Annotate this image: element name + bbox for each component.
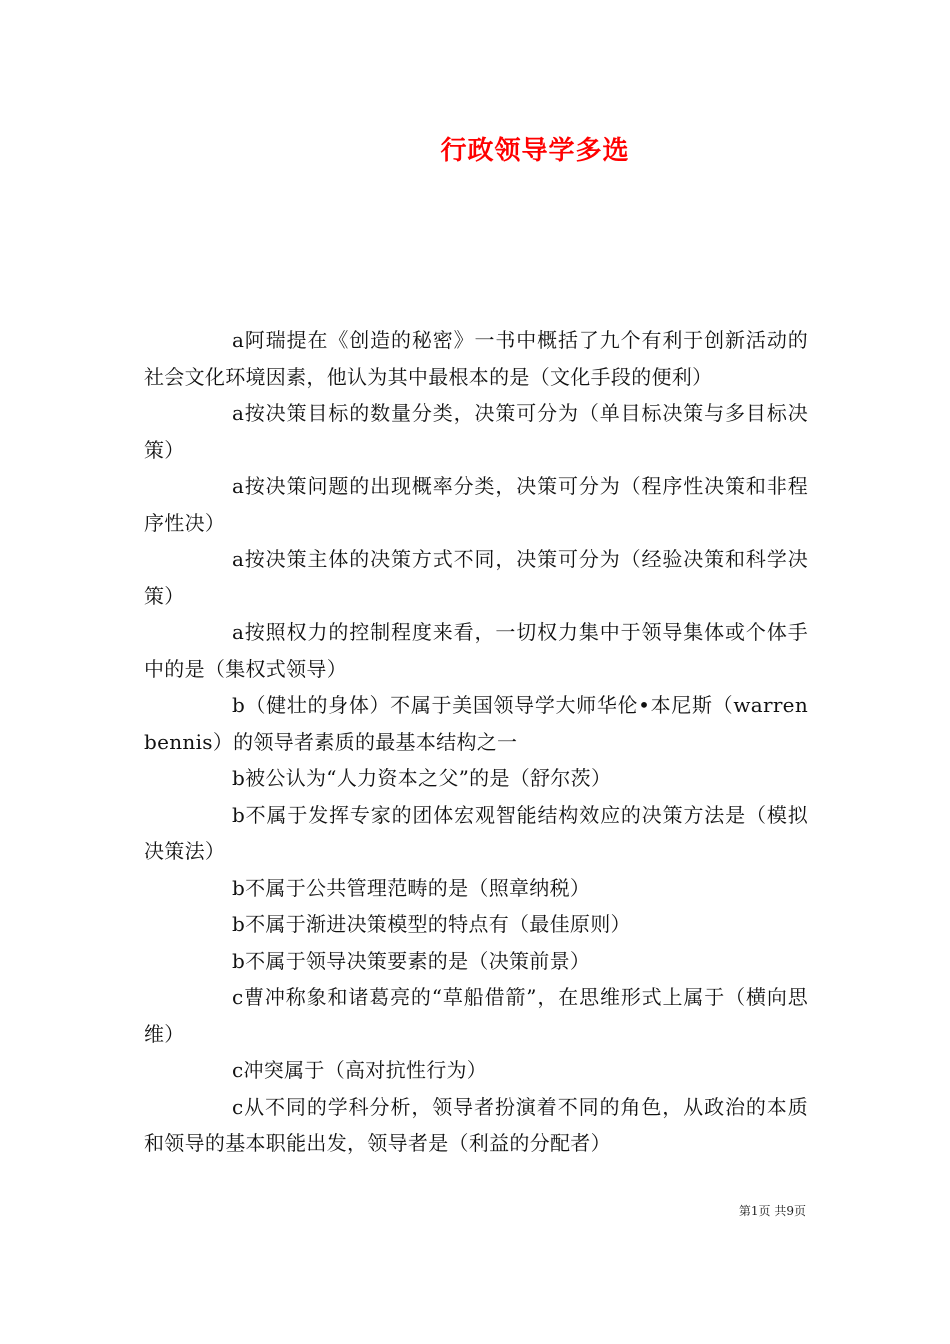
question-paragraph: c冲突属于（高对抗性行为） xyxy=(232,1058,488,1082)
question-paragraph: a按照权力的控制程度来看，一切权力集中于领导集体或个体手中的是（集权式领导） xyxy=(144,620,808,681)
question-paragraph: a按决策目标的数量分类，决策可分为（单目标决策与多目标决策） xyxy=(144,401,808,462)
question-paragraph: b被公认为“人力资本之父”的是（舒尔茨） xyxy=(232,766,612,790)
question-paragraph: b不属于发挥专家的团体宏观智能结构效应的决策方法是（模拟决策法） xyxy=(144,802,808,863)
question-paragraph: c曹冲称象和诸葛亮的“草船借箭”，在思维形式上属于（横向思维） xyxy=(144,985,808,1046)
question-paragraph: a阿瑞提在《创造的秘密》一书中概括了九个有利于创新活动的社会文化环境因素，他认为其中最根本的是（文化手段的便利） xyxy=(144,328,808,389)
question-paragraph: b不属于公共管理范畴的是（照章纳税） xyxy=(232,875,591,900)
document-body xyxy=(144,322,808,1162)
question-paragraph: a按决策主体的决策方式不同，决策可分为（经验决策和科学决策） xyxy=(144,547,808,608)
question-paragraph: b不属于领导决策要素的是（决策前景） xyxy=(232,948,591,973)
question-paragraph: b不属于渐进决策模型的特点有（最佳原则） xyxy=(232,912,631,936)
document-title: 行政领导学多选 xyxy=(440,136,630,166)
question-paragraph: b（健壮的身体）不属于美国领导学大师华伦•本尼斯（warrenbennis）的领导者素质的最基本结构之一 xyxy=(144,693,808,754)
page-number-footer: 第1页 共9页 xyxy=(738,1204,806,1218)
question-paragraph: c从不同的学科分析，领导者扮演着不同的角色，从政治的本质和领导的基本职能出发，领导者是（利益的分配者） xyxy=(144,1094,808,1155)
question-paragraph: a按决策问题的出现概率分类，决策可分为（程序性决策和非程序性决） xyxy=(144,474,808,535)
